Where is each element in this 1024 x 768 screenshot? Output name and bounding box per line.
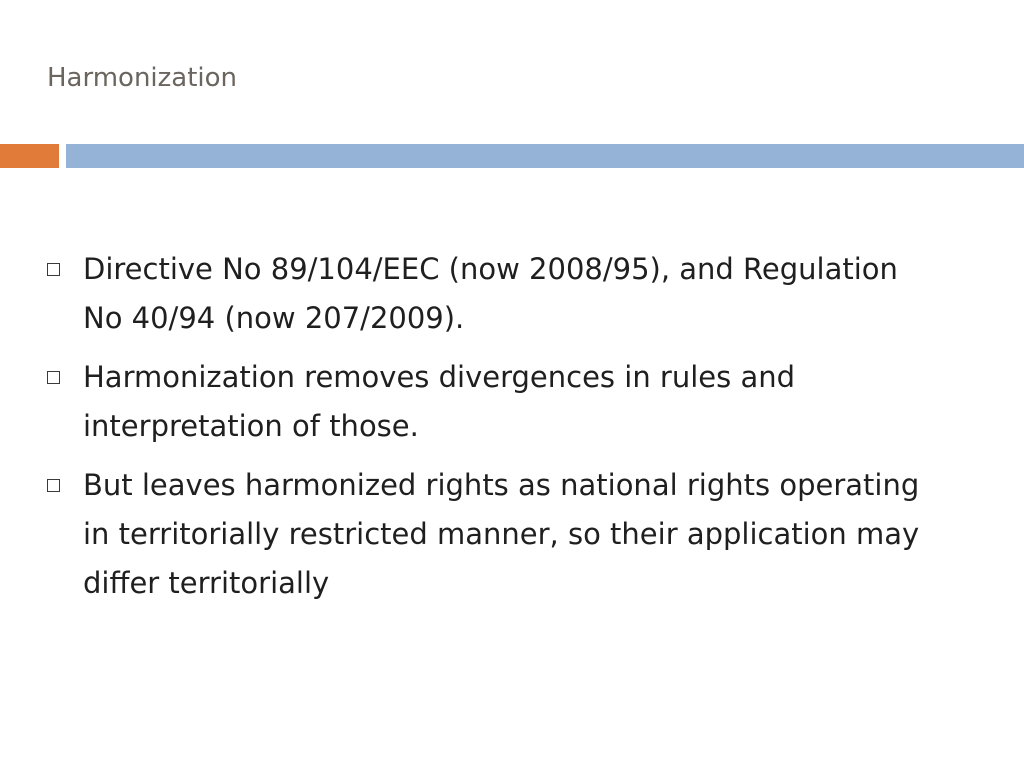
slide-title: Harmonization	[47, 63, 238, 93]
square-bullet-icon	[47, 371, 60, 384]
square-bullet-icon	[47, 263, 60, 276]
bullet-text: Directive No 89/104/EEC (now 2008/95), and Regulation No 40/94 (now 207/2009).	[83, 252, 898, 335]
bullet-list	[0, 245, 1024, 618]
accent-band-blue	[66, 144, 1024, 168]
bullet-item	[0, 245, 1024, 343]
accent-band-orange	[0, 144, 59, 168]
square-bullet-icon	[47, 479, 60, 492]
bullet-item	[0, 353, 1024, 451]
bullet-text: Harmonization removes divergences in rules and interpretation of those.	[83, 360, 796, 443]
bullet-item	[0, 461, 1024, 608]
bullet-text: But leaves harmonized rights as national rights operating in territorially restricted manner, so their application may differ territorially	[83, 468, 920, 600]
